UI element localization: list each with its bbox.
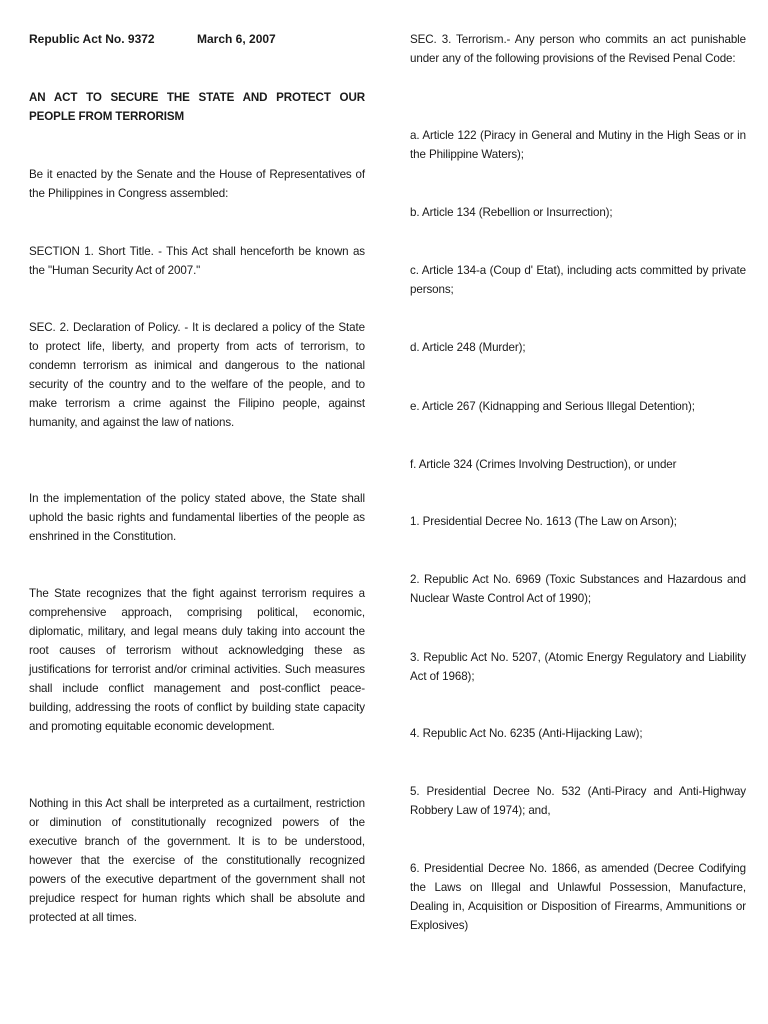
section-2-declaration-of-policy: SEC. 2. Declaration of Policy. - It is declared a policy of the State to protect life, liberty, and property from acts of terrorism, to condemn terrorism as inimical and dangerous to the national security of the country and to the welfare of the people, and to make terrorism a crime against the Filipino people, against humanity, and against the law of nations. (29, 321, 365, 429)
act-number: Republic Act No. 9372 (29, 32, 155, 46)
paragraph-implementation: In the implementation of the policy stated above, the State shall uphold the basic rights and fundamental liberties of the people as enshrined in the Constitution. (29, 492, 365, 543)
section-3-terrorism: SEC. 3. Terrorism.- Any person who commits an act punishable under any of the following provisions of the Revised Penal Code: (410, 33, 746, 65)
list-item-b: b. Article 134 (Rebellion or Insurrection); (410, 206, 613, 219)
list-item-5: 5. Presidential Decree No. 532 (Anti-Piracy and Anti-Highway Robbery Law of 1974); and, (410, 785, 746, 817)
enacting-clause: Be it enacted by the Senate and the House of Representatives of the Philippines in Congress assembled: (29, 168, 365, 200)
list-item-c: c. Article 134-a (Coup d' Etat), including acts committed by private persons; (410, 264, 746, 296)
paragraph-nothing-in-this-act: Nothing in this Act shall be interpreted as a curtailment, restriction or diminution of constitutionally recognized powers of the executive branch of the government. It is to be understood, however that the exercise of the constitutionally recognized powers of the executive department of the government shall not prejudice respect for human rights which shall be absolute and protected at all times. (29, 797, 365, 924)
list-item-6: 6. Presidential Decree No. 1866, as amended (Decree Codifying the Laws on Illegal and Unlawful Possession, Manufacture, Dealing in, Acquisition or Disposition of Firearms, Ammunitions or Explosives) (410, 862, 746, 932)
list-item-3: 3. Republic Act No. 5207, (Atomic Energy Regulatory and Liability Act of 1968); (410, 651, 746, 683)
list-item-e: e. Article 267 (Kidnapping and Serious Illegal Detention); (410, 400, 695, 413)
list-item-2: 2. Republic Act No. 6969 (Toxic Substances and Hazardous and Nuclear Waste Control Act of 1990); (410, 573, 746, 605)
list-item-4: 4. Republic Act No. 6235 (Anti-Hijacking Law); (410, 727, 643, 740)
list-item-d: d. Article 248 (Murder); (410, 341, 526, 354)
section-1-short-title: SECTION 1. Short Title. - This Act shall henceforth be known as the "Human Security Act of 2007." (29, 245, 365, 277)
paragraph-state-recognizes: The State recognizes that the fight against terrorism requires a comprehensive approach, comprising political, economic, diplomatic, military, and legal means duly taking into account the root causes of terrorism without acknowledging these as justifications for terrorist and/or criminal activities. Such measures shall include conflict management and post-conflict peace-building, addressing the roots of conflict by building state capacity and promoting equitable economic development. (29, 587, 365, 733)
list-item-1: 1. Presidential Decree No. 1613 (The Law on Arson); (410, 515, 677, 528)
act-title: AN ACT TO SECURE THE STATE AND PROTECT OUR PEOPLE FROM TERRORISM (29, 91, 365, 123)
list-item-a: a. Article 122 (Piracy in General and Mutiny in the High Seas or in the Philippine Waters); (410, 129, 746, 161)
list-item-f: f. Article 324 (Crimes Involving Destruction), or under (410, 458, 677, 471)
act-header (29, 30, 365, 49)
act-date: March 6, 2007 (197, 32, 276, 46)
